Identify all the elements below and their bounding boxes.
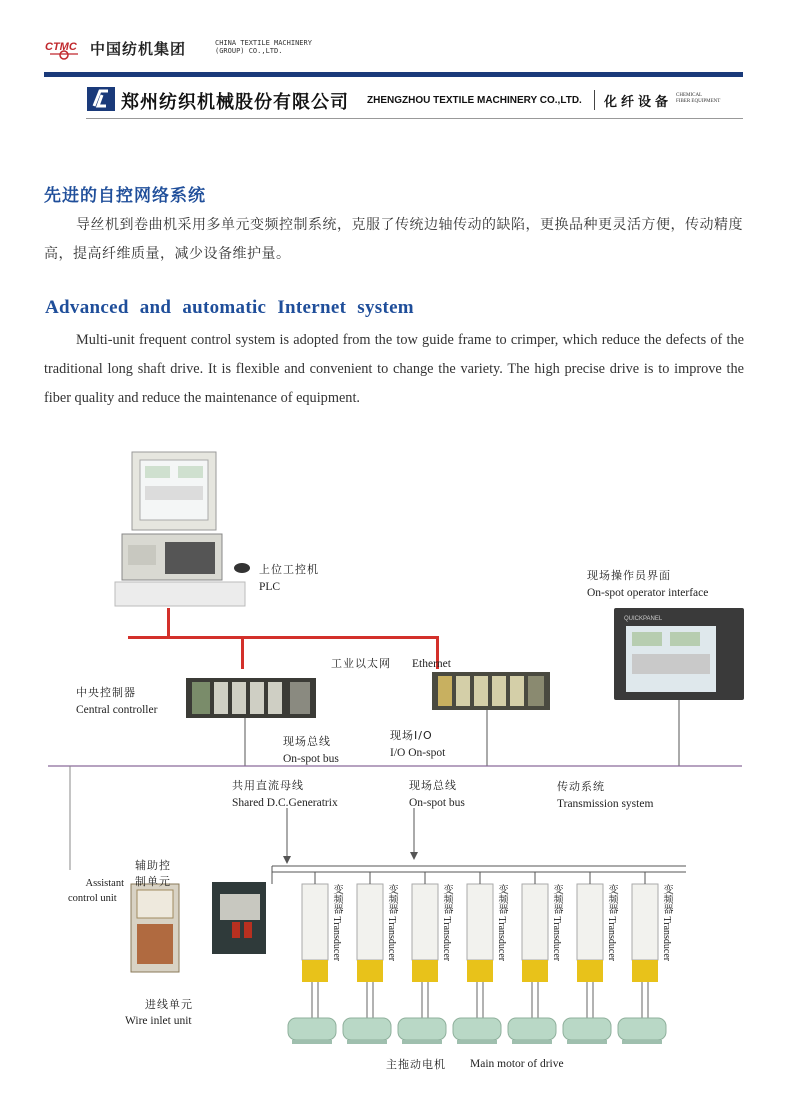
- svg-text:QUICKPANEL: QUICKPANEL: [624, 616, 663, 622]
- dc-label-cn: 共用直流母线: [232, 779, 304, 792]
- transducer-label: 变频器 Transducer: [496, 884, 507, 962]
- transducer-label: 变频器 Transducer: [386, 884, 397, 962]
- central-label-en: Central controller: [76, 704, 158, 716]
- wire-inlet-cabinet: [212, 882, 266, 954]
- quickpanel-device: [614, 608, 744, 700]
- plc-label-en: PLC: [259, 581, 281, 593]
- transducer-label: 变频器 Transducer: [331, 884, 342, 962]
- transducer-unit: [467, 872, 493, 1018]
- plc-ethernet-drop: [167, 608, 170, 636]
- central-label-cn: 中央控制器: [76, 686, 136, 699]
- svg-text:CTMC: CTMC: [45, 41, 77, 53]
- transducer-unit: [412, 872, 438, 1018]
- transducer-label: 变频器 Transducer: [441, 884, 452, 962]
- operator-label-cn: 现场操作员界面: [587, 569, 671, 582]
- motor-unit: [563, 1018, 611, 1044]
- zhengzhou-logo: [86, 86, 116, 112]
- company-name-en: ZHENGZHOU TEXTILE MACHINERY CO.,LTD.: [367, 95, 582, 106]
- motor-group: [288, 1018, 666, 1044]
- division-en-line1: CHEMICAL: [676, 93, 703, 98]
- onspot-bus2-label-cn: 现场总线: [409, 779, 457, 792]
- group-name-cn: 中国纺机集团: [90, 40, 187, 58]
- plc-label-cn: 上位工控机: [259, 563, 319, 576]
- motor-unit: [453, 1018, 501, 1044]
- header-rule: [44, 72, 743, 77]
- assistant-label-en-2: control unit: [68, 893, 117, 904]
- io-label-cn: 现场I/O: [390, 729, 433, 742]
- transducer-label: 变频器 Transducer: [606, 884, 617, 962]
- motor-label-cn: 主拖动电机: [386, 1058, 446, 1071]
- operator-label-en: On-spot operator interface: [587, 587, 709, 599]
- motor-unit: [343, 1018, 391, 1044]
- transducer-label: 变频器 Transducer: [661, 884, 672, 962]
- transducer-unit: [632, 872, 658, 1018]
- transmission-label-cn: 传动系统: [557, 780, 605, 793]
- division-en: [676, 93, 720, 105]
- dc-label-en: Shared D.C.Generatrix: [232, 797, 338, 809]
- wire-inlet-label-cn: 进线单元: [145, 998, 193, 1011]
- wire-inlet-label-en: Wire inlet unit: [125, 1015, 192, 1027]
- group-name-en-line1: CHINA TEXTILE MACHINERY: [215, 39, 312, 47]
- transducer-unit: [357, 872, 383, 1018]
- assistant-label-en: [78, 876, 124, 891]
- motor-unit: [508, 1018, 556, 1044]
- io-label-en: I/O On-spot: [390, 747, 446, 759]
- division-cn: 化纤设备: [604, 95, 673, 110]
- division-en-line2: FIBER EQUIPMENT: [676, 99, 721, 104]
- ethernet-label-cn: 工业以太网: [331, 657, 391, 670]
- ctmc-logo: [44, 38, 84, 60]
- assistant-cabinet: [131, 884, 179, 972]
- assistant-label-cn: 辅助控制单元: [135, 859, 171, 888]
- motor-unit: [398, 1018, 446, 1044]
- section-title-cn: 先进的自控网络系统: [44, 186, 206, 206]
- io-device: [432, 672, 550, 710]
- motor-unit: [288, 1018, 336, 1044]
- group-name-en: [215, 39, 312, 55]
- central-ethernet-drop: [241, 639, 244, 669]
- transmission-label-en: Transmission system: [557, 798, 654, 810]
- company-name-cn: 郑州纺织机械股份有限公司: [121, 92, 349, 113]
- transducer-unit: [522, 872, 548, 1018]
- motor-unit: [618, 1018, 666, 1044]
- transducer-label: 变频器 Transducer: [551, 884, 562, 962]
- ethernet-label-en: Ethernet: [412, 658, 451, 670]
- motor-label-en: Main motor of drive: [470, 1058, 564, 1070]
- header-underline: [86, 118, 743, 119]
- group-name-en-line2: (GROUP) CO.,LTD.: [215, 47, 283, 55]
- header-divider: [594, 90, 595, 110]
- transducer-unit: [577, 872, 603, 1018]
- ethernet-bar: [128, 636, 439, 639]
- plc-computer: [115, 452, 250, 606]
- section-body-cn: 导丝机到卷曲机采用多单元变频控制系统，克服了传统边轴传动的缺陷，更换品种更灵活方便，传动精度高，提高纤维质量，减少设备维护量。: [44, 217, 743, 262]
- onspot-bus2-label-en: On-spot bus: [409, 797, 465, 809]
- onspot-bus-label-en: On-spot bus: [283, 753, 339, 765]
- assistant-label-en-line1: Assistant: [85, 878, 124, 889]
- network-diagram: [0, 440, 801, 1117]
- central-controller-device: [186, 678, 316, 718]
- onspot-bus-label-cn: 现场总线: [283, 735, 331, 748]
- section-body-en: Multi-unit frequent control system is adopted from the tow guide frame to crimper, which reduce the defects of the traditional long shaft drive. It is flexible and convenient to change the variety. The high precise drive is to improve the fiber quality and reduce the maintenance of equipment.: [44, 332, 744, 406]
- transducer-unit: [302, 872, 328, 1018]
- section-title-en: Advanced and automatic Internet system: [45, 297, 414, 318]
